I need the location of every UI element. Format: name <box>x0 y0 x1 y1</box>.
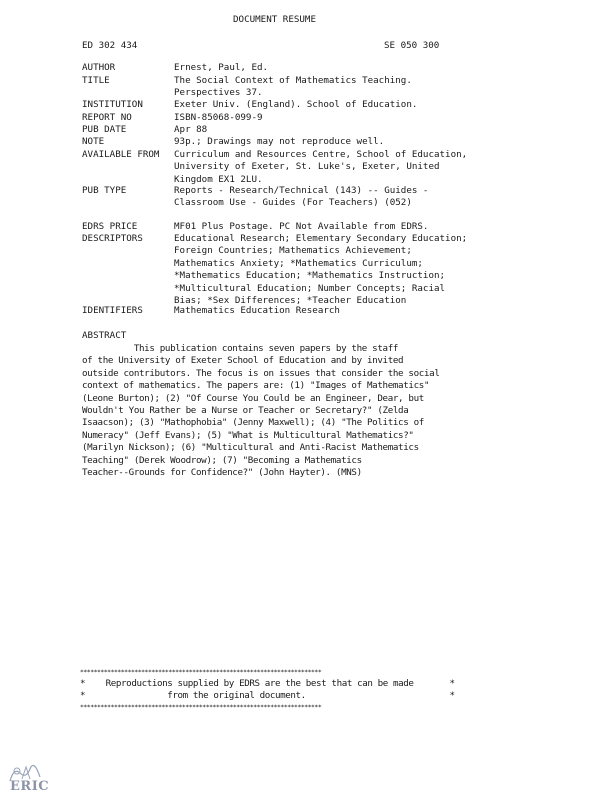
field-value-line: *Multicultural Education; Number Concepts; Racial <box>174 282 446 294</box>
field-value-line: Educational Research; Elementary Secondary Education; <box>174 233 468 244</box>
field-label: PUB DATE <box>82 124 127 135</box>
field-value-line: Ernest, Paul, Ed. <box>174 62 269 73</box>
abstract-text <box>82 343 502 479</box>
eric-logo-text: ERIC <box>10 779 50 794</box>
field-value-line: Apr 88 <box>174 124 208 135</box>
field-value-line: Perspectives 37. <box>174 87 263 99</box>
field-value-line: Mathematics Anxiety; *Mathematics Curriculum; <box>174 257 423 269</box>
ed-number: ED 302 434 <box>82 40 138 51</box>
field-value <box>174 124 514 136</box>
field-value-line: The Social Context of Mathematics Teaching. <box>174 75 412 86</box>
reproduction-notice <box>80 667 498 713</box>
field-value-line: Foreign Countries; Mathematics Achievement; <box>174 245 412 257</box>
abstract-line: Numeracy" (Jeff Evans); (5) "What is Multicultural Mathematics?" <box>82 429 414 441</box>
field-value <box>174 75 514 100</box>
field-value <box>174 112 514 124</box>
field-label: EDRS PRICE <box>82 221 138 232</box>
field-value-line: Exeter Univ. (England). School of Education. <box>174 99 418 110</box>
field-value-line: Bias; *Sex Differences; *Teacher Education <box>174 294 407 306</box>
field-value <box>174 62 514 74</box>
field-value-line: ISBN-85068-099-9 <box>174 112 263 123</box>
field-value-line: Curriculum and Resources Centre, School of Education, <box>174 149 468 160</box>
field-value-line: Reports - Research/Technical (143) -- Guides - <box>174 185 429 196</box>
field-label: AUTHOR <box>82 62 116 73</box>
abstract-line: Teaching" (Derek Woodrow); (7) "Becoming a Mathematics <box>82 454 362 466</box>
abstract-label: ABSTRACT <box>82 330 127 341</box>
field-value-line: 93p.; Drawings may not reproduce well. <box>174 136 385 147</box>
abstract-line: This publication contains seven papers by the staff <box>82 343 399 354</box>
field-value-line: Classroom Use - Guides (For Teachers) (052) <box>174 197 412 209</box>
notice-border-bottom: *********************************************************************** <box>80 703 322 711</box>
field-value-line: Kingdom EX1 2LU. <box>174 173 263 185</box>
abstract-line: Isaacson); (3) "Mathophobia" (Jenny Maxwell); (4) "The Politics of <box>82 417 424 429</box>
field-value <box>174 221 514 233</box>
eric-logo-icon <box>8 763 50 795</box>
abstract-line: context of mathematics. The papers are: (1) "Images of Mathematics" <box>82 380 430 392</box>
field-value <box>174 233 514 307</box>
document-title: DOCUMENT RESUME <box>233 14 316 25</box>
field-value <box>174 185 514 210</box>
field-label: DESCRIPTORS <box>82 233 143 244</box>
field-value <box>174 305 514 317</box>
field-label: NOTE <box>82 136 105 147</box>
field-label: AVAILABLE FROM <box>82 149 160 160</box>
field-value <box>174 136 514 148</box>
field-value-line: *Mathematics Education; *Mathematics Instruction; <box>174 270 446 282</box>
field-label: PUB TYPE <box>82 185 127 196</box>
field-value <box>174 149 514 186</box>
abstract-line: (Marilyn Nickson); (6) "Multicultural and Anti-Racist Mathematics <box>82 442 419 454</box>
abstract-line: Wouldn't You Rather be a Nurse or Teacher or Secretary?" (Zelda <box>82 404 409 416</box>
field-value <box>174 99 514 111</box>
abstract-line: Teacher--Grounds for Confidence?" (John Hayter). (MNS) <box>82 466 362 478</box>
notice-border-top: *********************************************************************** <box>80 668 322 676</box>
abstract-line: (Leone Burton); (2) "Of Course You Could be an Engineer, Dear, but <box>82 392 424 404</box>
field-label: REPORT NO <box>82 112 132 123</box>
notice-line-2: * from the original document. * <box>80 690 455 701</box>
field-value-line: University of Exeter, St. Luke's, Exeter, United <box>174 161 440 173</box>
field-label: IDENTIFIERS <box>82 305 143 316</box>
field-value-line: Mathematics Education Research <box>174 305 340 316</box>
abstract-line: of the University of Exeter School of Education and by invited <box>82 355 404 367</box>
notice-line-1: * Reproductions supplied by EDRS are the best that can be made * <box>80 678 455 689</box>
abstract-line: outside contributors. The focus is on issues that consider the social <box>82 367 440 379</box>
field-label: INSTITUTION <box>82 99 143 110</box>
se-number: SE 050 300 <box>384 40 440 51</box>
field-label: TITLE <box>82 75 110 86</box>
field-value-line: MF01 Plus Postage. PC Not Available from EDRS. <box>174 221 429 232</box>
